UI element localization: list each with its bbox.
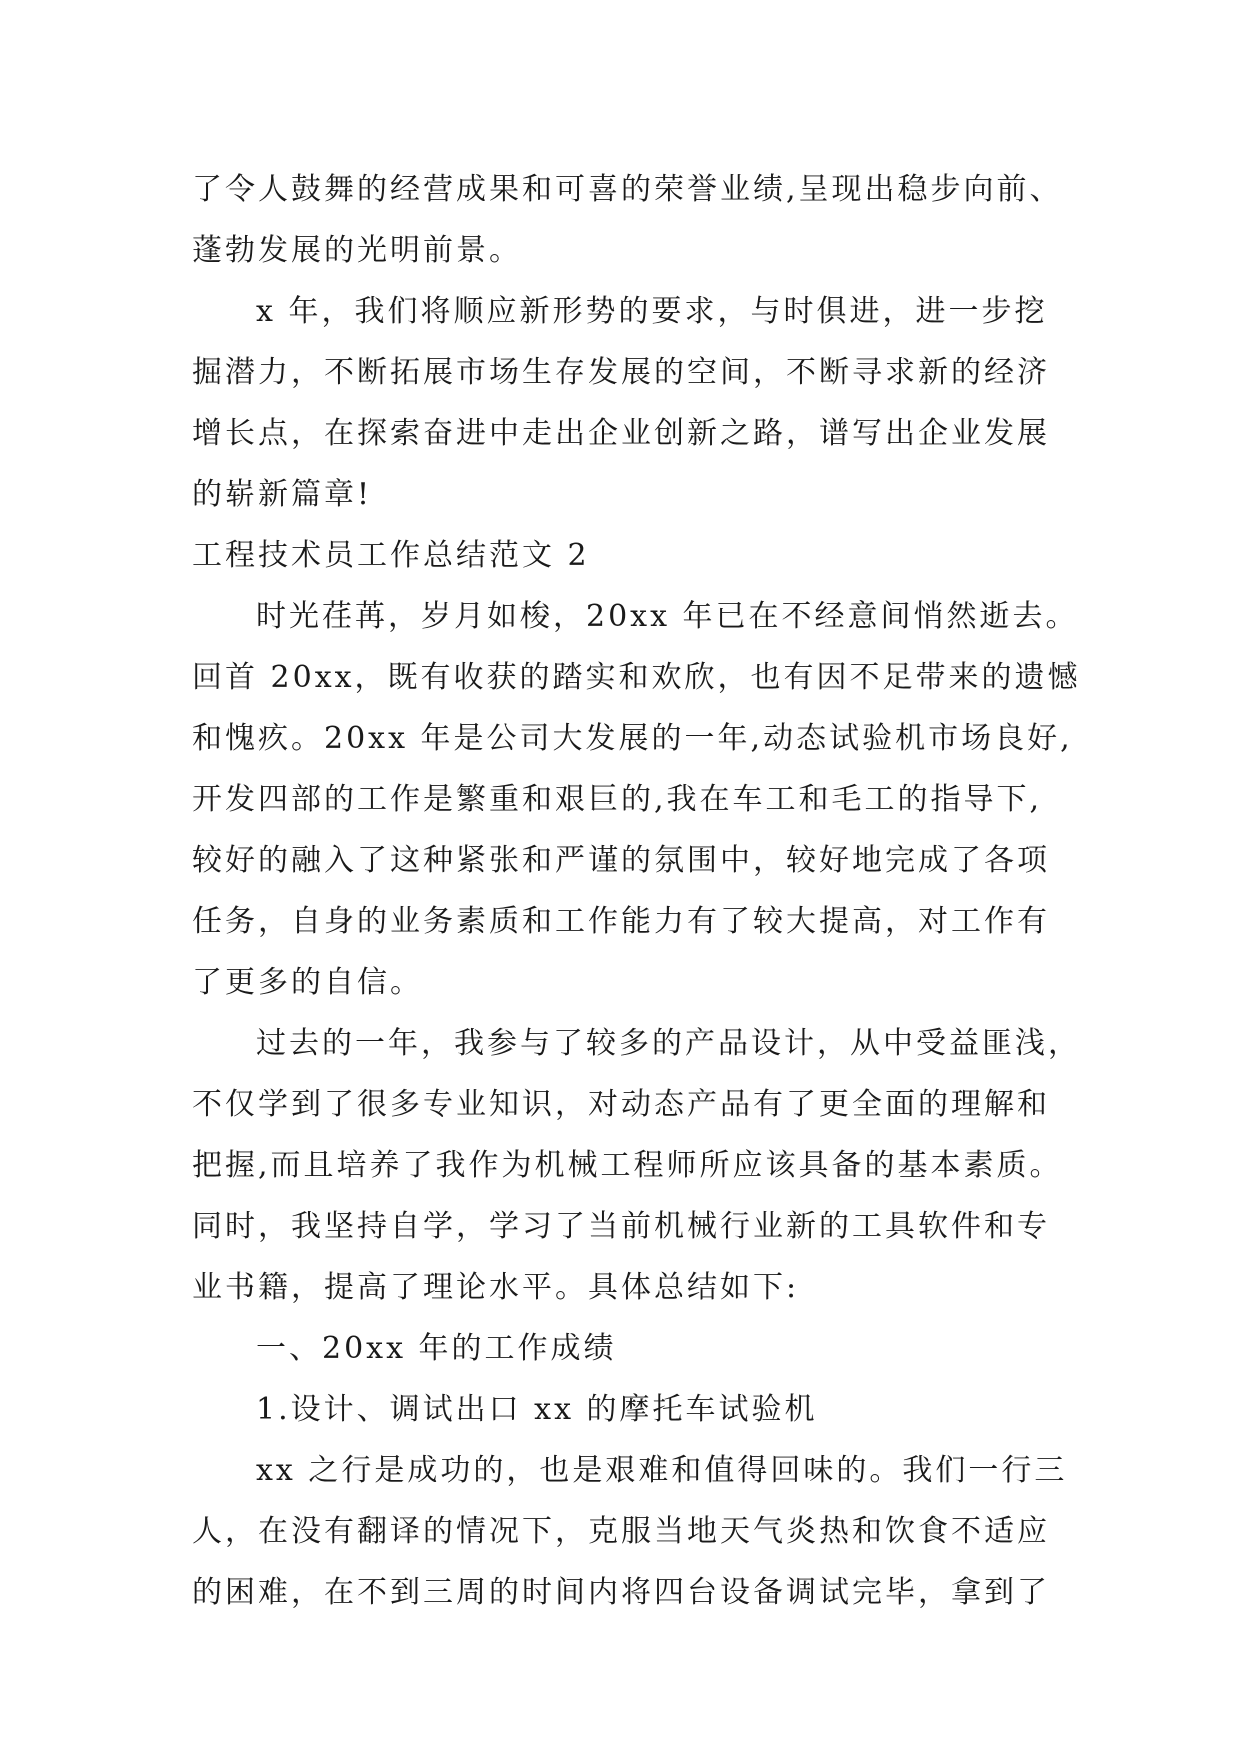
paragraph-line: 了令人鼓舞的经营成果和可喜的荣誉业绩,呈现出稳步向前、 — [192, 172, 1063, 207]
paragraph-line: 把握,而且培养了我作为机械工程师所应该具备的基本素质。 — [192, 1148, 1063, 1183]
paragraph-line: 较好的融入了这种紧张和严谨的氛围中，较好地完成了各项 — [192, 843, 1050, 878]
paragraph-line: 和愧疚。20xx 年是公司大发展的一年,动态试验机市场良好, — [192, 721, 1073, 756]
paragraph-line: 蓬勃发展的光明前景。 — [192, 233, 522, 268]
paragraph-line: 不仅学到了很多专业知识，对动态产品有了更全面的理解和 — [192, 1087, 1050, 1122]
list-item-heading: 1.设计、调试出口 xx 的摩托车试验机 — [256, 1392, 818, 1427]
paragraph-line: 任务，自身的业务素质和工作能力有了较大提高，对工作有 — [192, 904, 1050, 939]
paragraph-line: 回首 20xx，既有收获的踏实和欢欣，也有因不足带来的遗憾 — [192, 660, 1081, 695]
paragraph-line: 的困难，在不到三周的时间内将四台设备调试完毕，拿到了 — [192, 1575, 1050, 1610]
paragraph-line: 开发四部的工作是繁重和艰巨的,我在车工和毛工的指导下, — [192, 782, 1043, 817]
paragraph-line: x 年，我们将顺应新形势的要求，与时俱进，进一步挖 — [256, 294, 1048, 329]
paragraph-line: 同时，我坚持自学，学习了当前机械行业新的工具软件和专 — [192, 1209, 1050, 1244]
paragraph-line: 时光荏苒，岁月如梭，20xx 年已在不经意间悄然逝去。 — [256, 599, 1079, 634]
paragraph-line: 的崭新篇章! — [192, 477, 373, 512]
paragraph-line: 了更多的自信。 — [192, 965, 423, 1000]
subsection-heading: 一、20xx 年的工作成绩 — [256, 1331, 617, 1366]
document-body — [192, 159, 1092, 1623]
paragraph-line: 掘潜力，不断拓展市场生存发展的空间，不断寻求新的经济 — [192, 355, 1050, 390]
paragraph-line: xx 之行是成功的，也是艰难和值得回味的。我们一行三 — [256, 1453, 1068, 1488]
paragraph-line: 人，在没有翻译的情况下，克服当地天气炎热和饮食不适应 — [192, 1514, 1050, 1549]
paragraph-line: 业书籍，提高了理论水平。具体总结如下: — [192, 1270, 800, 1305]
paragraph-line: 增长点，在探索奋进中走出企业创新之路，谱写出企业发展 — [192, 416, 1050, 451]
section-heading: 工程技术员工作总结范文 2 — [192, 538, 590, 573]
paragraph-line: 过去的一年，我参与了较多的产品设计，从中受益匪浅， — [256, 1026, 1081, 1061]
